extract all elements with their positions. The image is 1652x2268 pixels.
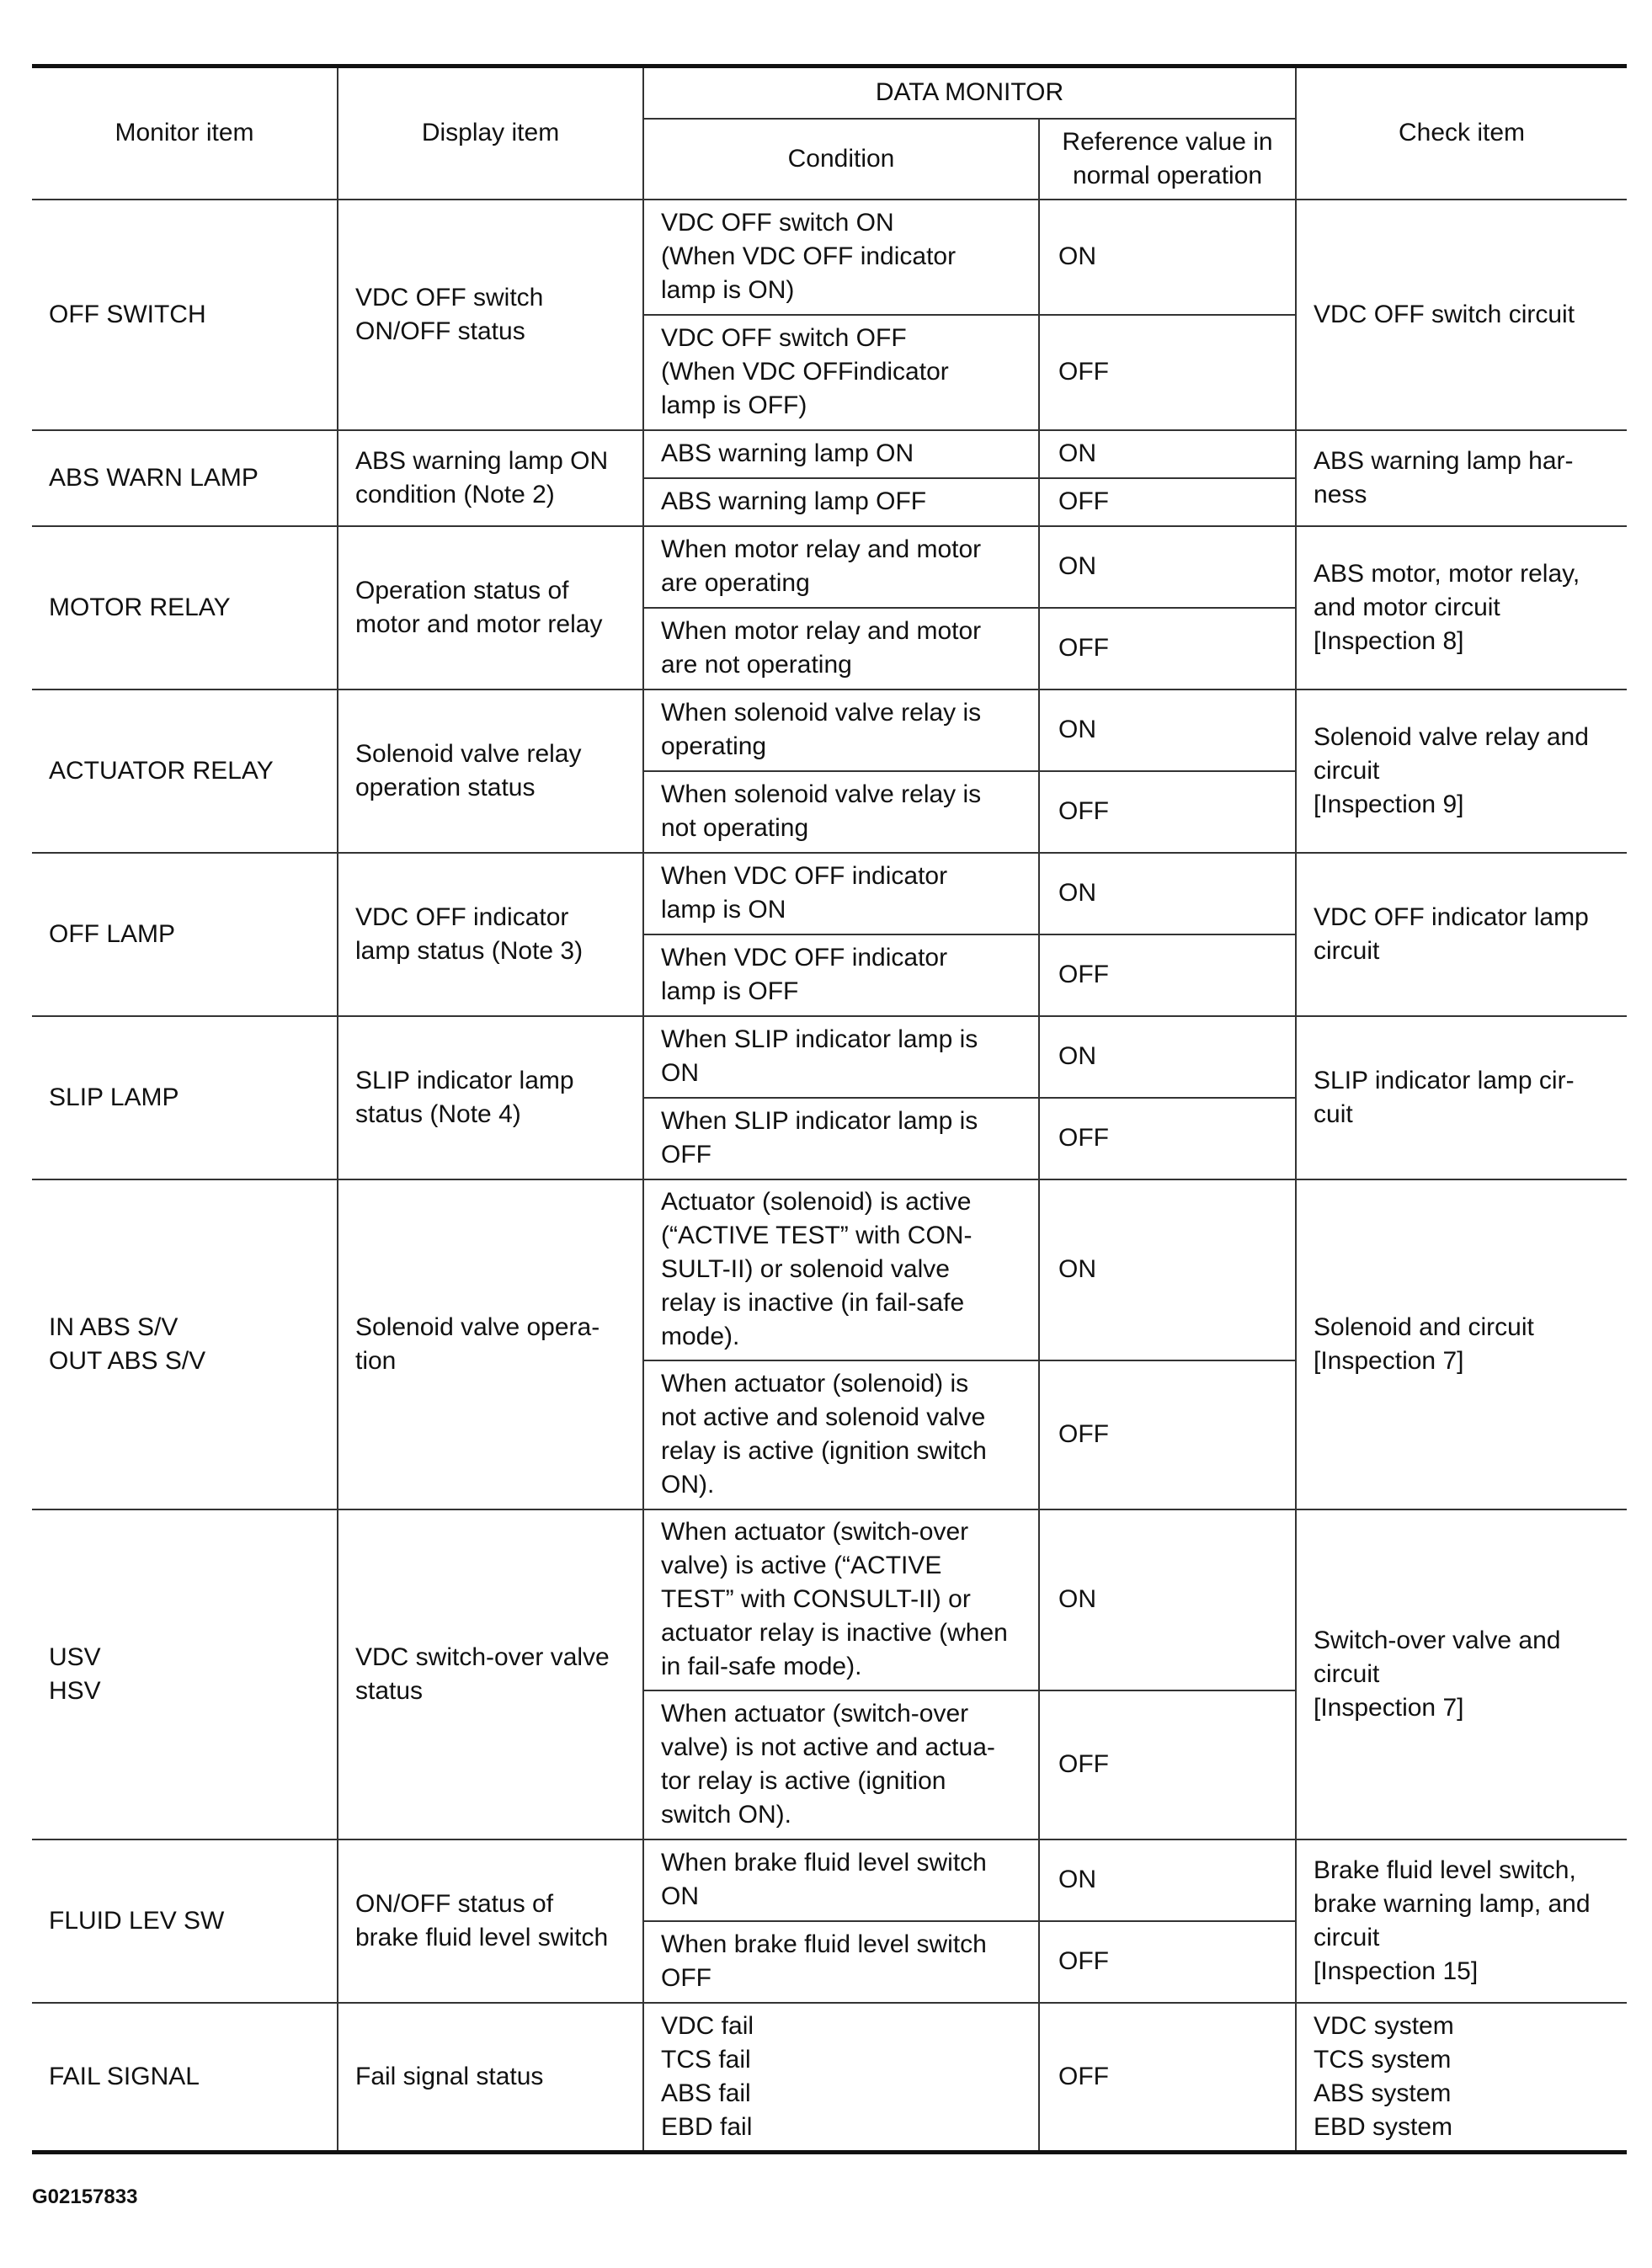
monitor-item-cell: ACTUATOR RELAY xyxy=(32,689,338,853)
check-item-cell: VDC OFF indicator lamp circuit xyxy=(1296,853,1627,1016)
reference-value-cell: ON xyxy=(1039,689,1296,771)
check-item-cell: Brake fluid level switch, brake warning lamp, and circuit [Inspection 15] xyxy=(1296,1839,1627,2003)
display-item-cell: Operation status of motor and motor relay xyxy=(338,526,643,689)
monitor-item-cell: FLUID LEV SW xyxy=(32,1839,338,2003)
check-item-cell: ABS motor, motor relay, and motor circuit [Inspection 8] xyxy=(1296,526,1627,689)
reference-value-cell: OFF xyxy=(1039,934,1296,1016)
condition-cell: When motor relay and motor are not operating xyxy=(643,608,1039,689)
condition-cell: VDC OFF switch OFF (When VDC OFFindicator lamp is OFF) xyxy=(643,315,1039,430)
monitor-item-cell: FAIL SIGNAL xyxy=(32,2003,338,2153)
condition-cell: When solenoid valve relay is operating xyxy=(643,689,1039,771)
display-item-cell: Solenoid valve relay operation status xyxy=(338,689,643,853)
header-reference-value: Reference value in normal operation xyxy=(1039,119,1296,200)
reference-value-cell: ON xyxy=(1039,1509,1296,1690)
table-row xyxy=(32,1839,1627,1921)
reference-value-cell: ON xyxy=(1039,853,1296,934)
check-item-cell: Solenoid valve relay and circuit [Inspection 9] xyxy=(1296,689,1627,853)
condition-cell: When VDC OFF indicator lamp is OFF xyxy=(643,934,1039,1016)
table-row xyxy=(32,200,1627,315)
table-body xyxy=(32,200,1627,2153)
reference-value-cell: ON xyxy=(1039,526,1296,608)
condition-cell: When VDC OFF indicator lamp is ON xyxy=(643,853,1039,934)
display-item-cell: VDC OFF indicator lamp status (Note 3) xyxy=(338,853,643,1016)
check-item-cell: Solenoid and circuit [Inspection 7] xyxy=(1296,1179,1627,1509)
reference-value-cell: ON xyxy=(1039,1839,1296,1921)
condition-cell: When actuator (switch-over valve) is active (“ACTIVE TEST” with CONSULT-II) or actuator relay is inactive (when in fail-safe mode). xyxy=(643,1509,1039,1690)
table-row xyxy=(32,1509,1627,1690)
reference-value-cell: OFF xyxy=(1039,771,1296,853)
table-row xyxy=(32,2003,1627,2153)
check-item-cell: VDC system TCS system ABS system EBD system xyxy=(1296,2003,1627,2153)
monitor-item-cell: ABS WARN LAMP xyxy=(32,430,338,526)
check-item-cell: Switch-over valve and circuit [Inspection 7] xyxy=(1296,1509,1627,1839)
display-item-cell: Solenoid valve opera- tion xyxy=(338,1179,643,1509)
header-check-item: Check item xyxy=(1296,67,1627,200)
check-item-cell: ABS warning lamp har- ness xyxy=(1296,430,1627,526)
reference-value-cell: OFF xyxy=(1039,1360,1296,1509)
check-item-cell: SLIP indicator lamp cir- cuit xyxy=(1296,1016,1627,1179)
table-row xyxy=(32,689,1627,771)
monitor-item-cell: IN ABS S/V OUT ABS S/V xyxy=(32,1179,338,1509)
condition-cell: When actuator (solenoid) is not active and solenoid valve relay is active (ignition switch ON). xyxy=(643,1360,1039,1509)
reference-value-cell: OFF xyxy=(1039,1098,1296,1179)
table-row xyxy=(32,1016,1627,1098)
condition-cell: When solenoid valve relay is not operating xyxy=(643,771,1039,853)
reference-value-cell: ON xyxy=(1039,430,1296,478)
condition-cell: When actuator (switch-over valve) is not active and actua- tor relay is active (ignition switch ON). xyxy=(643,1690,1039,1839)
header-data-monitor: DATA MONITOR xyxy=(643,67,1296,119)
condition-cell: When SLIP indicator lamp is OFF xyxy=(643,1098,1039,1179)
condition-cell: VDC OFF switch ON (When VDC OFF indicator lamp is ON) xyxy=(643,200,1039,315)
reference-value-cell: ON xyxy=(1039,1179,1296,1360)
reference-value-cell: OFF xyxy=(1039,1921,1296,2003)
check-item-cell: VDC OFF switch circuit xyxy=(1296,200,1627,430)
monitor-item-cell: OFF SWITCH xyxy=(32,200,338,430)
monitor-item-cell: USV HSV xyxy=(32,1509,338,1839)
display-item-cell: ON/OFF status of brake fluid level switch xyxy=(338,1839,643,2003)
header-condition: Condition xyxy=(643,119,1039,200)
data-monitor-table xyxy=(32,64,1627,2154)
monitor-item-cell: MOTOR RELAY xyxy=(32,526,338,689)
condition-cell: VDC fail TCS fail ABS fail EBD fail xyxy=(643,2003,1039,2153)
reference-value-cell: OFF xyxy=(1039,315,1296,430)
reference-value-cell: OFF xyxy=(1039,608,1296,689)
condition-cell: When SLIP indicator lamp is ON xyxy=(643,1016,1039,1098)
display-item-cell: SLIP indicator lamp status (Note 4) xyxy=(338,1016,643,1179)
reference-value-cell: ON xyxy=(1039,1016,1296,1098)
condition-cell: When motor relay and motor are operating xyxy=(643,526,1039,608)
condition-cell: Actuator (solenoid) is active (“ACTIVE TEST” with CON- SULT-II) or solenoid valve relay is inactive (in fail-safe mode). xyxy=(643,1179,1039,1360)
figure-id: G02157833 xyxy=(32,2185,138,2208)
display-item-cell: ABS warning lamp ON condition (Note 2) xyxy=(338,430,643,526)
table-row xyxy=(32,430,1627,478)
monitor-item-cell: SLIP LAMP xyxy=(32,1016,338,1179)
table-row xyxy=(32,1179,1627,1360)
reference-value-cell: OFF xyxy=(1039,2003,1296,2153)
header-monitor-item: Monitor item xyxy=(32,67,338,200)
header-display-item: Display item xyxy=(338,67,643,200)
condition-cell: ABS warning lamp ON xyxy=(643,430,1039,478)
monitor-item-cell: OFF LAMP xyxy=(32,853,338,1016)
reference-value-cell: OFF xyxy=(1039,1690,1296,1839)
condition-cell: When brake fluid level switch ON xyxy=(643,1839,1039,1921)
table-row xyxy=(32,853,1627,934)
display-item-cell: VDC switch-over valve status xyxy=(338,1509,643,1839)
condition-cell: When brake fluid level switch OFF xyxy=(643,1921,1039,2003)
condition-cell: ABS warning lamp OFF xyxy=(643,478,1039,526)
reference-value-cell: OFF xyxy=(1039,478,1296,526)
display-item-cell: Fail signal status xyxy=(338,2003,643,2153)
table-row xyxy=(32,526,1627,608)
reference-value-cell: ON xyxy=(1039,200,1296,315)
display-item-cell: VDC OFF switch ON/OFF status xyxy=(338,200,643,430)
